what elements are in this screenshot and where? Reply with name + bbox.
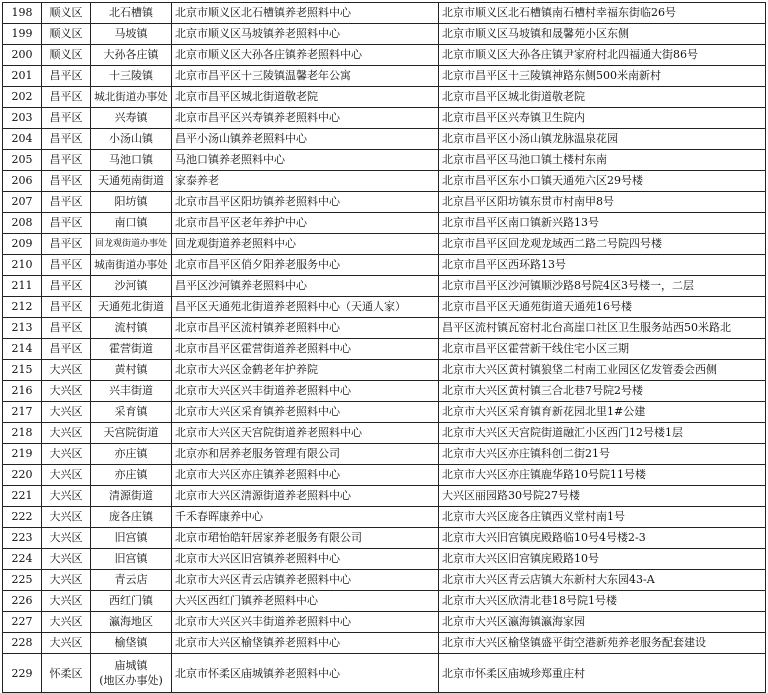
table-body [3,3,766,693]
town-cell: 流村镇 [91,318,172,339]
address-cell: 北京市顺义区北石槽镇南石槽村幸福东街临26号 [439,3,766,24]
facility-name-cell: 北京市顺义区大孙各庄镇养老照料中心 [172,45,439,66]
town-note: (地区办事处) [99,674,163,687]
address-cell: 北京市大兴区采育镇育新花园北里1#公建 [439,402,766,423]
town-cell: 旧宫镇 [91,528,172,549]
district-cell: 顺义区 [42,3,91,24]
row-number: 223 [3,528,42,549]
address-cell: 北京市昌平区西环路13号 [439,255,766,276]
table-row [3,213,766,234]
row-number: 198 [3,3,42,24]
row-number: 222 [3,507,42,528]
facility-name-cell: 北京市昌平区霍营街道养老照料中心 [172,339,439,360]
town-cell: 城北街道办事处 [91,87,172,108]
town-cell: 天通苑南街道 [91,171,172,192]
row-number: 220 [3,465,42,486]
town-cell: 天通苑北街道 [91,297,172,318]
address-cell: 北京市昌平区十三陵镇神路东侧500米南新村 [439,66,766,87]
facility-name-cell: 昌平区沙河镇养老照料中心 [172,276,439,297]
row-number: 207 [3,192,42,213]
facility-name-cell: 昌平区天通苑北街道养老照料中心（天通人家） [172,297,439,318]
facility-name-cell: 北京市珺怡皓轩居家养老服务有限公司 [172,528,439,549]
facility-name-cell: 北京市大兴区清源街道养老照料中心 [172,486,439,507]
table-row [3,528,766,549]
facility-name-cell: 北京市昌平区流村镇养老照料中心 [172,318,439,339]
address-cell: 北京市昌平区小汤山镇龙脉温泉花园 [439,129,766,150]
town-cell: 亦庄镇 [91,465,172,486]
town-cell: 亦庄镇 [91,444,172,465]
table-row [3,108,766,129]
facility-name-cell: 大兴区西红门镇养老照料中心 [172,591,439,612]
facility-name-cell: 北京市昌平区阳坊镇养老照料中心 [172,192,439,213]
district-cell: 顺义区 [42,45,91,66]
address-cell: 北京市昌平区回龙观龙域西二路二号院四号楼 [439,234,766,255]
district-cell: 昌平区 [42,150,91,171]
town-cell: 沙河镇 [91,276,172,297]
row-number: 221 [3,486,42,507]
address-cell: 北京市昌平区南口镇新兴路13号 [439,213,766,234]
row-number: 212 [3,297,42,318]
town-name: 庙城镇 [114,659,148,672]
district-cell: 昌平区 [42,192,91,213]
table-row [3,402,766,423]
facility-name-cell: 北京市大兴区采育镇养老照料中心 [172,402,439,423]
address-cell: 北京市昌平区马池口镇土楼村东南 [439,150,766,171]
table-row [3,444,766,465]
town-cell: 榆垡镇 [91,633,172,654]
town-cell: 采育镇 [91,402,172,423]
town-cell: 城南街道办事处 [91,255,172,276]
table-row [3,3,766,24]
town-cell: 兴寿镇 [91,108,172,129]
address-cell: 北京市大兴区亦庄镇鹿华路10号院11号楼 [439,465,766,486]
row-number: 211 [3,276,42,297]
address-cell: 北京市昌平区沙河镇顺沙路8号院4区3号楼一，二层 [439,276,766,297]
facility-name-cell: 千禾春晖康养中心 [172,507,439,528]
table-row [3,192,766,213]
district-cell: 顺义区 [42,24,91,45]
row-number: 213 [3,318,42,339]
address-cell: 北京市大兴旧宫镇庑殿路临10号4号楼2-3 [439,528,766,549]
town-cell: 瀛海地区 [91,612,172,633]
table-row [3,612,766,633]
address-cell: 北京市大兴区庞各庄镇西义堂村南1号 [439,507,766,528]
row-number: 219 [3,444,42,465]
table-row [3,45,766,66]
table-row [3,297,766,318]
town-cell: 西红门镇 [91,591,172,612]
town-cell: 马池口镇 [91,150,172,171]
address-cell: 北京市大兴区青云店镇大东新村大东园43-A [439,570,766,591]
district-cell: 大兴区 [42,507,91,528]
address-cell: 昌平区流村镇瓦窑村北台高崖口社区卫生服务站西50米路北 [439,318,766,339]
district-cell: 大兴区 [42,612,91,633]
table-row [3,276,766,297]
table-row [3,654,766,693]
district-cell: 昌平区 [42,213,91,234]
district-cell: 昌平区 [42,276,91,297]
district-cell: 大兴区 [42,465,91,486]
district-cell: 大兴区 [42,591,91,612]
row-number: 201 [3,66,42,87]
town-cell [91,654,172,693]
elderly-care-centers-table [2,2,766,693]
town-cell: 北石槽镇 [91,3,172,24]
town-cell: 天宫院街道 [91,423,172,444]
address-cell: 北京昌平区阳坊镇东贯市村南甲8号 [439,192,766,213]
table-row [3,87,766,108]
table-row [3,255,766,276]
address-cell: 北京市大兴区黄村镇狼垡二村南工业园区亿发管委会西侧 [439,360,766,381]
address-cell: 北京市大兴区榆垡镇盛平街空港新苑养老服务配套建设 [439,633,766,654]
district-cell: 昌平区 [42,339,91,360]
town-cell: 霍营街道 [91,339,172,360]
town-cell: 十三陵镇 [91,66,172,87]
town-cell: 黄村镇 [91,360,172,381]
address-cell: 北京市昌平区天通苑街道天通苑16号楼 [439,297,766,318]
facility-name-cell: 马池口镇养老照料中心 [172,150,439,171]
facility-name-cell: 北京市怀柔区庙城镇养老照料中心 [172,654,439,693]
district-cell: 大兴区 [42,633,91,654]
table-row [3,423,766,444]
table-row [3,381,766,402]
row-number: 206 [3,171,42,192]
facility-name-cell: 北京市昌平区城北街道敬老院 [172,87,439,108]
town-cell: 旧宫镇 [91,549,172,570]
table-row [3,360,766,381]
facility-name-cell: 北京市大兴区榆垡镇养老照料中心 [172,633,439,654]
row-number: 202 [3,87,42,108]
facility-name-cell: 北京亦和居养老服务管理有限公司 [172,444,439,465]
row-number: 216 [3,381,42,402]
address-cell: 北京市昌平区兴寿镇卫生院内 [439,108,766,129]
row-number: 227 [3,612,42,633]
town-cell: 南口镇 [91,213,172,234]
table-row [3,486,766,507]
district-cell: 怀柔区 [42,654,91,693]
district-cell: 昌平区 [42,255,91,276]
row-number: 205 [3,150,42,171]
table-row [3,507,766,528]
facility-name-cell: 北京市昌平区老年养护中心 [172,213,439,234]
district-cell: 昌平区 [42,87,91,108]
row-number: 210 [3,255,42,276]
district-cell: 大兴区 [42,486,91,507]
address-cell: 北京市顺义区大孙各庄镇尹家府村北四福通大街86号 [439,45,766,66]
table-row [3,570,766,591]
row-number: 218 [3,423,42,444]
district-cell: 昌平区 [42,66,91,87]
row-number: 229 [3,654,42,693]
address-cell: 北京市大兴区亦庄镇科创二街21号 [439,444,766,465]
facility-name-cell: 北京市顺义区北石槽镇养老照料中心 [172,3,439,24]
facility-name-cell: 北京市昌平区俏夕阳养老服务中心 [172,255,439,276]
facility-name-cell: 北京市大兴区旧宫镇养老照料中心 [172,549,439,570]
table-row [3,66,766,87]
table-row [3,633,766,654]
district-cell: 大兴区 [42,360,91,381]
district-cell: 昌平区 [42,297,91,318]
district-cell: 大兴区 [42,444,91,465]
address-cell: 北京市昌平区东小口镇天通苑六区29号楼 [439,171,766,192]
facility-name-cell: 北京市大兴区兴丰街道养老照料中心 [172,612,439,633]
table-row [3,234,766,255]
table-row [3,24,766,45]
town-cell: 青云店 [91,570,172,591]
district-cell: 大兴区 [42,402,91,423]
district-cell: 昌平区 [42,318,91,339]
table-row [3,591,766,612]
table-row [3,549,766,570]
facility-name-cell: 北京市顺义区马坡镇养老照料中心 [172,24,439,45]
town-cell: 马坡镇 [91,24,172,45]
row-number: 228 [3,633,42,654]
row-number: 208 [3,213,42,234]
facility-name-cell: 北京市大兴区金鹤老年护养院 [172,360,439,381]
address-cell: 北京市大兴区旧宫镇庑殿路10号 [439,549,766,570]
row-number: 225 [3,570,42,591]
table-row [3,171,766,192]
table-row [3,465,766,486]
district-cell: 昌平区 [42,234,91,255]
facility-name-cell: 北京市大兴区青云店镇养老照料中心 [172,570,439,591]
town-cell: 阳坊镇 [91,192,172,213]
table-row [3,318,766,339]
row-number: 217 [3,402,42,423]
facility-name-cell: 回龙观街道养老照料中心 [172,234,439,255]
row-number: 226 [3,591,42,612]
address-cell: 北京市大兴区黄村镇三合北巷7号院2号楼 [439,381,766,402]
town-cell: 小汤山镇 [91,129,172,150]
district-cell: 大兴区 [42,423,91,444]
address-cell: 大兴区丽园路30号院27号楼 [439,486,766,507]
table-row [3,339,766,360]
address-cell: 北京市大兴区欣清北巷18号院1号楼 [439,591,766,612]
facility-name-cell: 北京市大兴区亦庄镇养老照料中心 [172,465,439,486]
facility-name-cell: 北京市昌平区十三陵镇温馨老年公寓 [172,66,439,87]
facility-name-cell: 北京市大兴区兴丰街道养老照料中心 [172,381,439,402]
district-cell: 大兴区 [42,570,91,591]
facility-name-cell: 昌平小汤山镇养老照料中心 [172,129,439,150]
district-cell: 昌平区 [42,171,91,192]
town-cell: 回龙观街道办事处 [91,234,172,255]
district-cell: 昌平区 [42,129,91,150]
town-cell: 庞各庄镇 [91,507,172,528]
row-number: 209 [3,234,42,255]
district-cell: 大兴区 [42,549,91,570]
district-cell: 昌平区 [42,108,91,129]
facility-name-cell: 北京市大兴区天宫院街道养老照料中心 [172,423,439,444]
facility-name-cell: 家泰养老 [172,171,439,192]
address-cell: 北京市昌平区城北街道敬老院 [439,87,766,108]
address-cell: 北京市怀柔区庙城珍郑重庄村 [439,654,766,693]
town-cell: 兴丰街道 [91,381,172,402]
district-cell: 大兴区 [42,528,91,549]
address-cell: 北京市大兴区瀛海镇瀛海家园 [439,612,766,633]
address-cell: 北京市昌平区霍营新干线住宅小区三期 [439,339,766,360]
address-cell: 北京市大兴区天宫院街道融汇小区西门12号楼1层 [439,423,766,444]
table-row [3,150,766,171]
town-cell: 大孙各庄镇 [91,45,172,66]
row-number: 214 [3,339,42,360]
row-number: 199 [3,24,42,45]
row-number: 224 [3,549,42,570]
district-cell: 大兴区 [42,381,91,402]
table-row [3,129,766,150]
address-cell: 北京市顺义区马坡镇和晟馨苑小区东侧 [439,24,766,45]
facility-name-cell: 北京市昌平区兴寿镇养老照料中心 [172,108,439,129]
town-cell: 清源街道 [91,486,172,507]
row-number: 200 [3,45,42,66]
row-number: 204 [3,129,42,150]
row-number: 215 [3,360,42,381]
row-number: 203 [3,108,42,129]
